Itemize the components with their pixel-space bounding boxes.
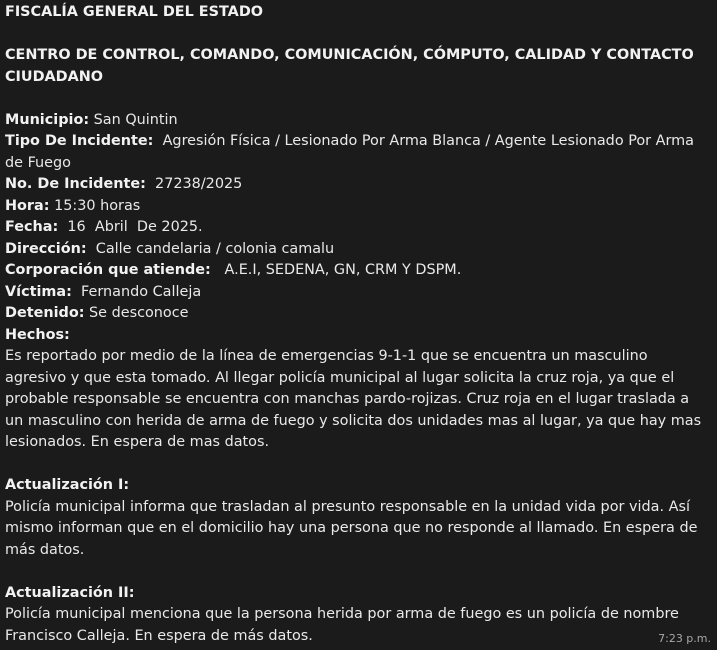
spacer xyxy=(5,454,709,476)
field-label: No. De Incidente: xyxy=(5,176,146,192)
field-corporacion xyxy=(5,260,709,282)
field-value: 27238/2025 xyxy=(145,176,243,192)
field-detenido xyxy=(5,303,709,325)
field-label: Víctima: xyxy=(5,283,72,300)
field-value: A.E.I, SEDENA, GN, CRM Y DSPM. xyxy=(210,262,462,278)
field-value: 16 Abril De 2025. xyxy=(58,219,203,235)
agency-title: FISCALÍA GENERAL DEL ESTADO xyxy=(5,4,263,20)
field-label: Fecha: xyxy=(5,219,59,235)
spacer xyxy=(5,561,709,583)
field-hechos xyxy=(5,325,709,347)
update2-heading xyxy=(5,583,709,605)
field-label: Detenido: xyxy=(5,305,85,321)
field-label: Municipio: xyxy=(5,111,90,128)
update-label: Actualización II: xyxy=(5,584,135,601)
field-label: Hora: xyxy=(5,197,50,214)
field-label: Tipo De Incidente: xyxy=(5,133,154,149)
hechos-text: Es reportado por medio de la línea de emergencias 9-1-1 que se encuentra un masculino agresivo y que esta tomado. Al llegar policía municipal al lugar solicita la cruz roja, ya que el probable responsable se encuentra con manchas pardo-rojizas. Cruz roja en el lugar traslada a un masculino con herida de arma de fuego y solicita dos unidades mas al lugar, ya que hay mas lesionados. En espera de mas datos. xyxy=(5,348,702,450)
update-label: Actualización I: xyxy=(5,477,130,493)
field-victima xyxy=(5,282,709,304)
field-value: Fernando Calleja xyxy=(71,283,202,300)
update1-text: Policía municipal informa que trasladan al presunto responsable en la unidad vida por vida. Así mismo informan que en el domicilio hay una persona que no responde al llamado. En espera de más datos. xyxy=(5,498,698,558)
field-direccion xyxy=(5,239,709,261)
field-label: Corporación que atiende: xyxy=(5,262,211,278)
field-no-incidente xyxy=(5,174,709,196)
spacer xyxy=(5,24,709,46)
spacer xyxy=(5,88,709,110)
field-label: Dirección: xyxy=(5,240,87,257)
center-title: CENTRO DE CONTROL, COMANDO, COMUNICACIÓN, CÓMPUTO, CALIDAD Y CONTACTO CIUDADANO xyxy=(5,47,694,85)
field-value: Se desconoce xyxy=(84,305,189,321)
field-value: 15:30 horas xyxy=(49,197,141,214)
update2-text: Policía municipal menciona que la persona herida por arma de fuego es un policía de nombre Francisco Calleja. En espera de más datos. xyxy=(5,606,679,644)
update1-heading xyxy=(5,475,709,497)
field-value: Calle candelaria / colonia camalu xyxy=(86,240,335,257)
field-hora xyxy=(5,196,709,218)
field-value: San Quintin xyxy=(89,111,178,128)
field-value: Agresión Física / Lesionado Por Arma Blanca / Agente Lesionado Por Arma de Fuego xyxy=(5,133,699,171)
field-label: Hechos: xyxy=(5,326,70,343)
field-tipo xyxy=(5,131,709,174)
message-timestamp: 7:23 p.m. xyxy=(658,632,711,645)
field-municipio xyxy=(5,110,709,132)
field-fecha xyxy=(5,217,709,239)
